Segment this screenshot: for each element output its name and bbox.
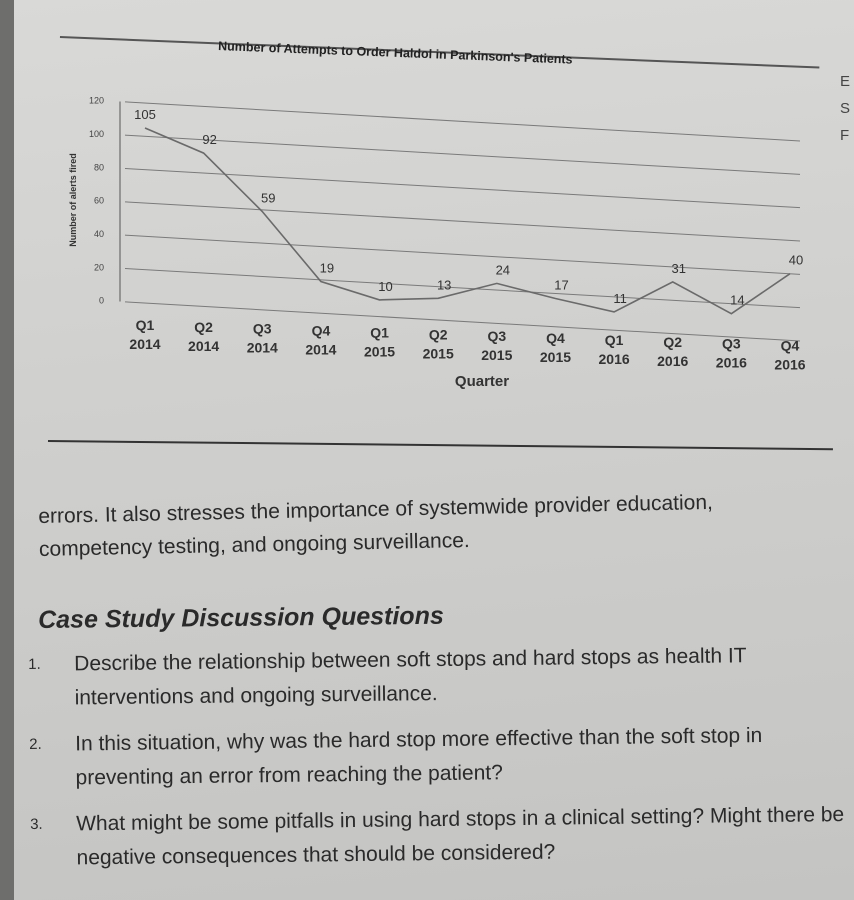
y-tick-label: 20 (93, 262, 104, 273)
side-letter: S (840, 100, 851, 117)
data-labels (134, 107, 803, 308)
data-label: 10 (378, 278, 393, 294)
data-label: 105 (134, 107, 156, 122)
data-label: 31 (671, 260, 686, 276)
side-letters (840, 68, 854, 149)
x-axis-label: Quarter (454, 373, 510, 390)
data-label: 11 (613, 290, 627, 306)
gridlines (120, 102, 800, 341)
x-tick-label: Q3 2015 (481, 328, 513, 364)
gridline (125, 169, 800, 208)
question-item (30, 798, 851, 876)
section-divider (48, 440, 833, 450)
data-label: 17 (554, 277, 569, 293)
side-letter: F (840, 127, 850, 144)
gridline (125, 302, 800, 341)
question-number: 3. (30, 815, 43, 833)
x-tick-label: Q3 2014 (246, 320, 278, 356)
x-tick-label: Q2 2016 (657, 333, 689, 369)
data-label: 19 (319, 260, 335, 276)
data-label: 14 (730, 292, 745, 308)
y-axis-ticks (89, 96, 104, 306)
x-tick-label: Q1 2016 (598, 331, 630, 367)
x-tick-label: Q4 2015 (539, 330, 572, 366)
data-label: 92 (202, 132, 217, 148)
line-chart (0, 0, 854, 440)
data-label: 59 (261, 190, 276, 206)
paragraph-line: competency testing, and ongoing surveillance. (38, 528, 470, 561)
body-paragraph (38, 483, 839, 566)
series-line (145, 128, 790, 314)
data-label: 13 (436, 277, 452, 293)
gridline (125, 269, 800, 308)
y-axis-label: Number of alerts fired (68, 153, 78, 247)
x-tick-label: Q4 2016 (774, 337, 806, 373)
x-tick-label: Q2 2014 (188, 318, 220, 354)
question-text: In this situation, why was the hard stop more effective than the soft stop in preventing an error from reaching the patient? (75, 724, 763, 790)
question-number: 1. (28, 655, 41, 673)
side-letter: E (840, 73, 851, 90)
gridline (125, 102, 800, 141)
question-item (29, 718, 850, 796)
question-text: What might be some pitfalls in using hard stops in a clinical setting? Might there be negative consequences that should be considered? (76, 803, 845, 870)
y-tick-label: 0 (98, 295, 104, 306)
question-item (28, 638, 849, 716)
y-tick-label: 60 (93, 195, 104, 206)
question-text: Describe the relationship between soft stops and hard stops as health IT interventions and ongoing surveillance. (74, 644, 747, 710)
x-tick-label: Q3 2016 (715, 335, 747, 371)
data-label: 24 (495, 262, 511, 278)
paragraph-line: errors. It also stresses the importance of systemwide provider education, (38, 490, 714, 528)
y-tick-label: 120 (88, 95, 104, 106)
x-tick-label: Q1 2015 (363, 324, 396, 360)
chart-title: Number of Attempts to Order Haldol in Parkinson's Patients (217, 39, 573, 67)
x-tick-label: Q2 2015 (422, 326, 454, 362)
gridline (125, 235, 800, 274)
question-number: 2. (29, 735, 42, 753)
y-tick-label: 40 (93, 228, 104, 239)
gridline (125, 135, 800, 174)
y-tick-label: 80 (93, 162, 104, 173)
y-tick-label: 100 (88, 128, 104, 139)
question-list (28, 638, 851, 888)
x-tick-label: Q4 2014 (305, 322, 337, 358)
section-title: Case Study Discussion Questions (38, 601, 444, 634)
gridline (125, 202, 800, 241)
data-label: 40 (788, 252, 804, 268)
x-axis-ticks (129, 317, 805, 373)
x-tick-label: Q1 2014 (129, 317, 161, 352)
